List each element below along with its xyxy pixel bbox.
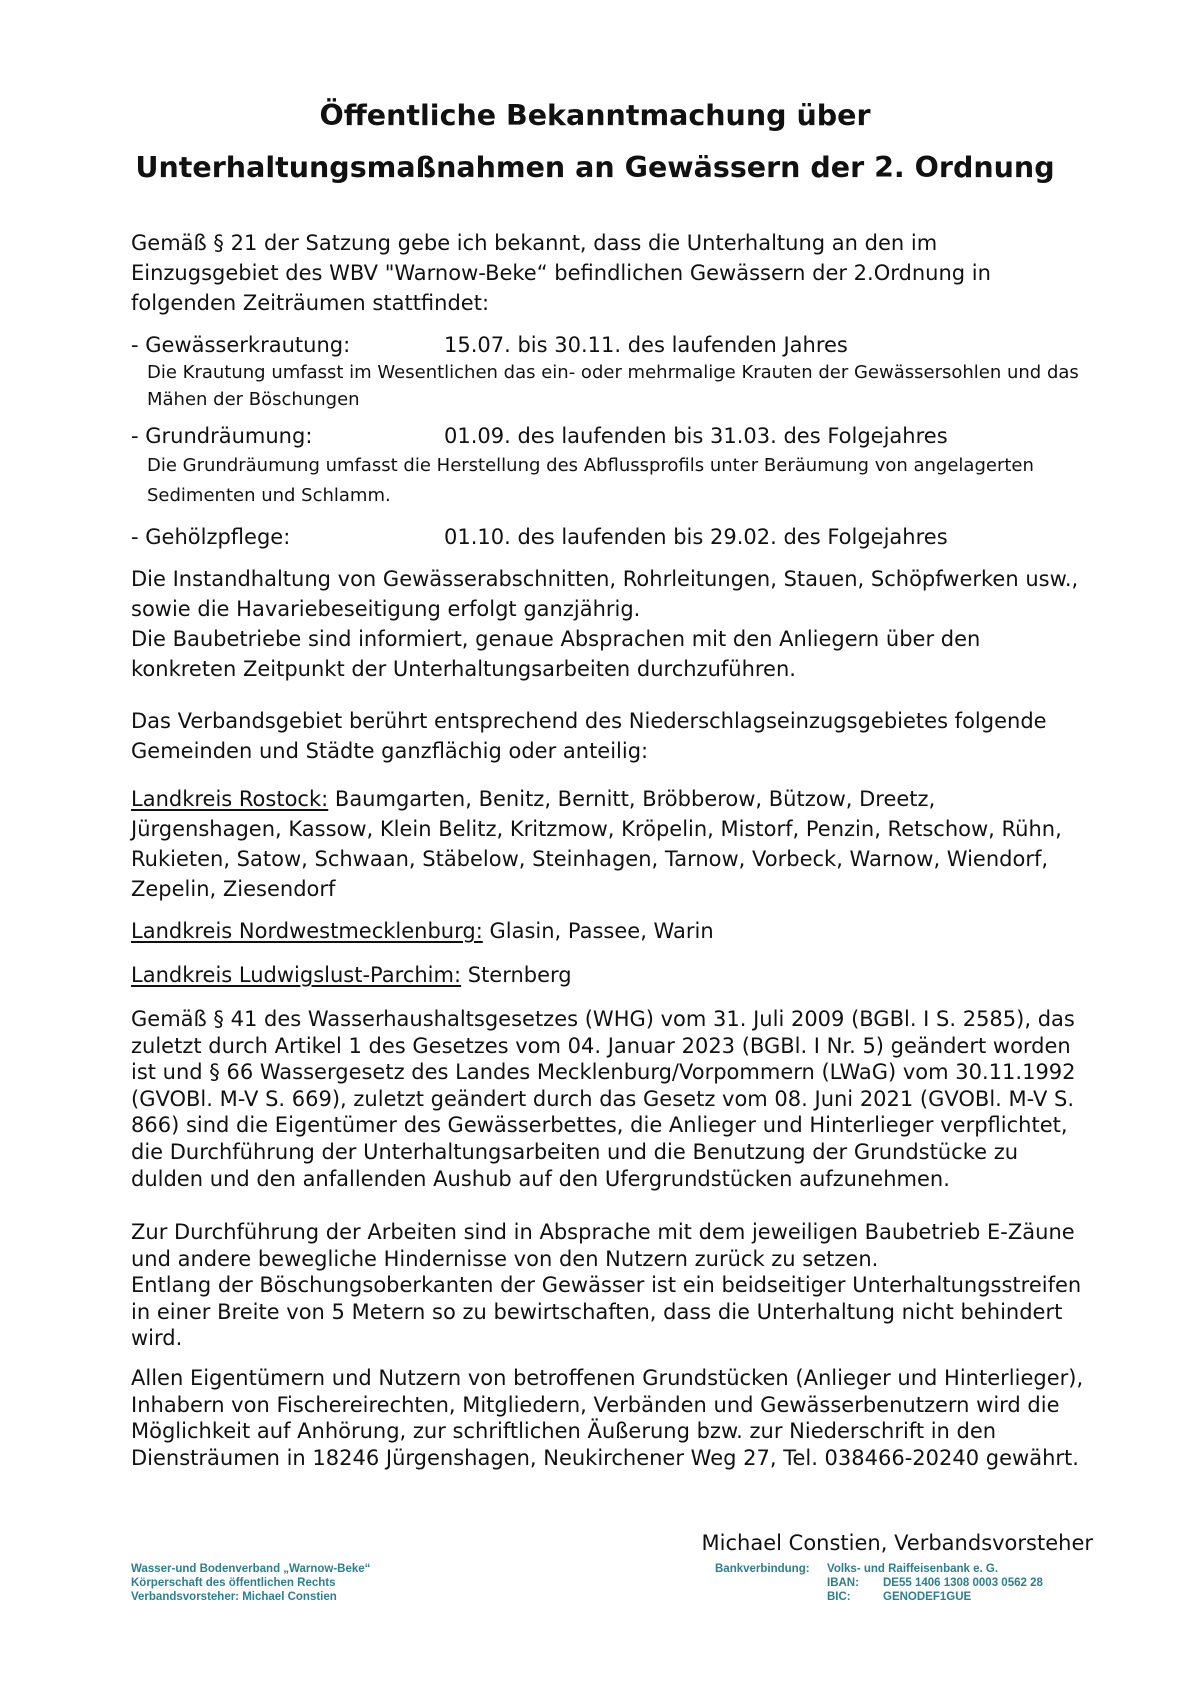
district-name: Landkreis Nordwestmecklenburg:: [131, 919, 483, 943]
district-nordwestmecklenburg: [131, 916, 1091, 946]
schedule-label: - Grundräumung:: [131, 424, 313, 448]
intro-paragraph: Gemäß § 21 der Satzung gebe ich bekannt, dass die Unterhaltung an den im Einzugsgebiet des WBV "Warnow-Beke“ befindlichen Gewässern der 2.Ordnung in folgenden Zeiträumen stattfindet:: [131, 231, 991, 315]
footer-bank: [715, 1562, 1043, 1604]
footer-org-head: Verbandsvorsteher: Michael Constien: [131, 1591, 337, 1603]
schedule-note: Die Grundräumung umfasst die Herstellung des Abflussprofils unter Beräumung von angelagerten Sedimenten und Schlamm.: [147, 455, 1034, 506]
district-ludwigslust-parchim: [131, 960, 1091, 990]
footer-org-type: Körperschaft des öffentlichen Rechts: [131, 1577, 336, 1589]
area-intro-paragraph: Das Verbandsgebiet berührt entsprechend des Niederschlagseinzugsgebietes folgende Gemeinden und Städte ganzflächig oder anteilig:: [131, 709, 1047, 763]
title-line-2: Unterhaltungsmaßnahmen an Gewässern der 2. Ordnung: [135, 151, 1055, 184]
bank-label: Bankverbindung:: [715, 1563, 810, 1575]
district-places: Sternberg: [467, 963, 572, 987]
bic-label: BIC:: [827, 1591, 851, 1603]
district-places: Glasin, Passee, Warin: [489, 919, 714, 943]
bic-value: GENODEF1GUE: [883, 1591, 972, 1603]
strip-paragraph: Entlang der Böschungsoberkanten der Gewässer ist ein beidseitiger Unterhaltungsstreifen in einer Breite von 5 Metern so zu bewirtschaften, dass die Unterhaltung nicht behindert wird.: [131, 1273, 1082, 1351]
hearing-paragraph: Allen Eigentümern und Nutzern von betroffenen Grundstücken (Anlieger und Hinterlieger), Inhabern von Fischereirechten, Mitgliedern, Verbänden und Gewässerbenutzern wird die Möglichkeit auf Anhörung, zur schriftlichen Äußerung bzw. zur Niederschrift in den Diensträumen in 18246 Jürgenshagen, Neukirchener Weg 27, Tel. 038466-20240 gewährt.: [131, 1366, 1084, 1470]
schedule-period: 15.07. bis 30.11. des laufenden Jahres: [444, 333, 848, 357]
contractors-paragraph: Die Baubetriebe sind informiert, genaue Absprachen mit den Anliegern über den konkreten Zeitpunkt der Unterhaltungsarbeiten durchzuführen.: [131, 627, 981, 681]
iban-label: IBAN:: [827, 1577, 859, 1589]
maintenance-paragraph: Die Instandhaltung von Gewässerabschnitten, Rohrleitungen, Stauen, Schöpfwerken usw., sowie die Havariebeseitigung erfolgt ganzjährig.: [131, 567, 1079, 621]
bank-details: [715, 1562, 1043, 1604]
footer-org-name: Wasser-und Bodenverband „Warnow-Beke“: [131, 1563, 371, 1575]
district-rostock: [131, 784, 1091, 904]
schedule-label: - Gehölzpflege:: [131, 525, 291, 549]
footer-organization: [131, 1562, 370, 1604]
iban-value: DE55 1406 1308 0003 0562 28: [883, 1577, 1043, 1589]
schedule-label: - Gewässerkrautung:: [131, 333, 351, 357]
district-name: Landkreis Rostock:: [131, 787, 329, 811]
schedule-period: 01.09. des laufenden bis 31.03. des Folgejahres: [444, 424, 948, 448]
schedule-period: 01.10. des laufenden bis 29.02. des Folgejahres: [444, 525, 948, 549]
district-name: Landkreis Ludwigslust-Parchim:: [131, 963, 462, 987]
title-line-1: Öffentliche Bekanntmachung über: [319, 99, 871, 132]
schedule-note: Die Krautung umfasst im Wesentlichen das ein- oder mehrmalige Krauten der Gewässersohlen und das Mähen der Böschungen: [147, 362, 1079, 410]
district-places: Baumgarten, Benitz, Bernitt, Bröbberow, Bützow, Dreetz, Jürgenshagen, Kassow, Klein Belitz, Kritzmow, Kröpelin, Mistorf, Penzin, Retschow, Rühn, Rukieten, Satow, Schwaan, Stäbelow, Steinhagen, Tarnow, Vorbeck, Warnow, Wiendorf, Zepelin, Ziesendorf: [131, 787, 1062, 901]
signature: Michael Constien, Verbandsvorsteher: [701, 1531, 1093, 1555]
fences-paragraph: Zur Durchführung der Arbeiten sind in Absprache mit dem jeweiligen Baubetrieb E-Zäune und andere bewegliche Hindernisse von den Nutzern zurück zu setzen.: [131, 1220, 1075, 1271]
bank-name: Volks- und Raiffeisenbank e. G.: [827, 1563, 999, 1575]
legal-paragraph: Gemäß § 41 des Wasserhaushaltsgesetzes (WHG) vom 31. Juli 2009 (BGBl. I S. 2585), das zuletzt durch Artikel 1 des Gesetzes vom 04. Januar 2023 (BGBl. I Nr. 5) geändert worden ist und § 66 Wassergesetz des Landes Mecklenburg/Vorpommern (LWaG) vom 30.11.1992 (GVOBl. M-V S. 669), zuletzt geändert durch das Gesetz vom 08. Juni 2021 (GVOBl. M-V S. 866) sind die Eigentümer des Gewässerbettes, die Anlieger und Hinterlieger verpflichtet, die Durchführung der Unterhaltungsarbeiten und die Benutzung der Grundstücke zu dulden und den anfallenden Aushub auf den Ufergrundstücken aufzunehmen.: [131, 1007, 1076, 1191]
